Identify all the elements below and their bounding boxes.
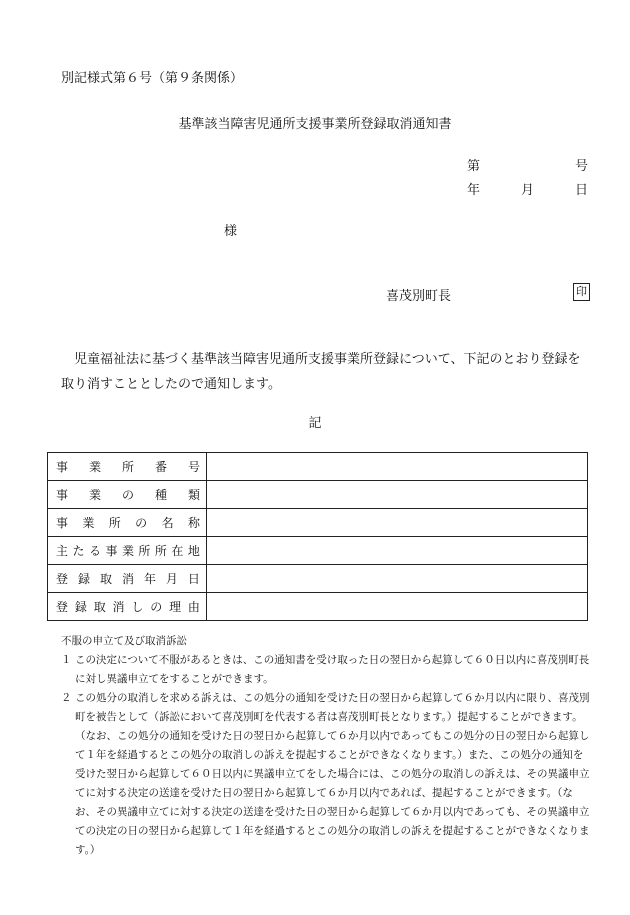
table-row — [48, 481, 588, 509]
table-row-label-text: 事 業 所 の 名 称 — [56, 516, 200, 530]
table-row-value[interactable] — [207, 593, 588, 621]
notice-body: 児童福祉法に基づく基準該当障害児通所支援事業所登録について、下記のとおり登録を取り消すこととしたので通知します。 — [61, 352, 581, 392]
table-row-value[interactable] — [207, 453, 588, 481]
seal-mark: 印 — [573, 283, 590, 301]
document-number-line — [467, 155, 588, 174]
table-row — [48, 537, 588, 565]
table-row-label — [48, 593, 207, 621]
date-day: 日 — [574, 183, 588, 198]
appeal-notes — [61, 632, 591, 860]
table-row-label — [48, 565, 207, 593]
table-row-value[interactable] — [207, 509, 588, 537]
table-row-label — [48, 537, 207, 565]
table-row-label — [48, 453, 207, 481]
table-row-value[interactable] — [207, 537, 588, 565]
notes-heading: 不服の申立て及び取消訴訟 — [61, 635, 187, 647]
table-row-value[interactable] — [207, 481, 588, 509]
notes-item-text: この決定について不服があるときは、この通知書を受け取った日の翌日から起算して６０日以内に喜茂別町長に対し異議申立てをすることができます。 — [75, 654, 590, 685]
form-number: 別記様式第６号（第９条関係） — [61, 71, 244, 86]
notes-item — [61, 689, 591, 860]
ki-heading: 記 — [308, 416, 322, 431]
table-row — [48, 565, 588, 593]
table-row-label-text: 主 た る 事 業 所 所 在 地 — [56, 544, 200, 558]
table-row-value[interactable] — [207, 565, 588, 593]
table-row-label-text: 登 録 取 消 し の 理 由 — [56, 600, 200, 614]
table-row-label — [48, 509, 207, 537]
addressee-suffix: 様 — [224, 224, 238, 239]
table-row — [48, 509, 588, 537]
table-row — [48, 593, 588, 621]
document-title: 基準該当障害児通所支援事業所登録取消通知書 — [178, 117, 452, 132]
table-row-label-text: 事 業 所 番 号 — [56, 460, 200, 474]
record-table — [47, 452, 588, 621]
table-row-label-text: 登 録 取 消 年 月 日 — [56, 572, 200, 586]
table-row-label-text: 事 業 の 種 類 — [56, 488, 200, 502]
table-row-label — [48, 481, 207, 509]
date-month: 月 — [520, 183, 534, 198]
issuer-name: 喜茂別町長 — [386, 289, 452, 304]
date-year: 年 — [467, 183, 481, 198]
notes-item-number: ２ — [61, 692, 72, 704]
notes-item-number: １ — [61, 654, 72, 666]
number-suffix: 号 — [574, 159, 588, 174]
document-date-line — [467, 179, 588, 198]
notes-item-text: この処分の取消しを求める訴えは、この処分の通知を受けた日の翌日から起算して６か月以内に限り、喜茂別町を被告として（訴訟において喜茂別町を代表する者は喜茂別町長となります。）提起することができます。（なお、この処分の通知を受けた日の翌日から起算して６か月以内であってもこの処分の日の翌日から起算して１年を経過するとこの処分の取消しの訴えを提起することができなくなります。）また、この処分の通知を受けた翌日から起算して６０日以内に異議申立てをした場合には、この処分の取消しの訴えは、その異議申立てに対する決定の送達を受けた日の翌日から起算して６か月以内であれば、提起することができます。（なお、その異議申立てに対する決定の送達を受けた日の翌日から起算して６か月以内であっても、その異議申立ての決定の日の翌日から起算して１年を経過するとこの処分の取消しの訴えを提起することができなくなります。） — [75, 692, 590, 856]
table-row — [48, 453, 588, 481]
number-prefix: 第 — [467, 159, 481, 174]
notes-item — [61, 651, 591, 689]
